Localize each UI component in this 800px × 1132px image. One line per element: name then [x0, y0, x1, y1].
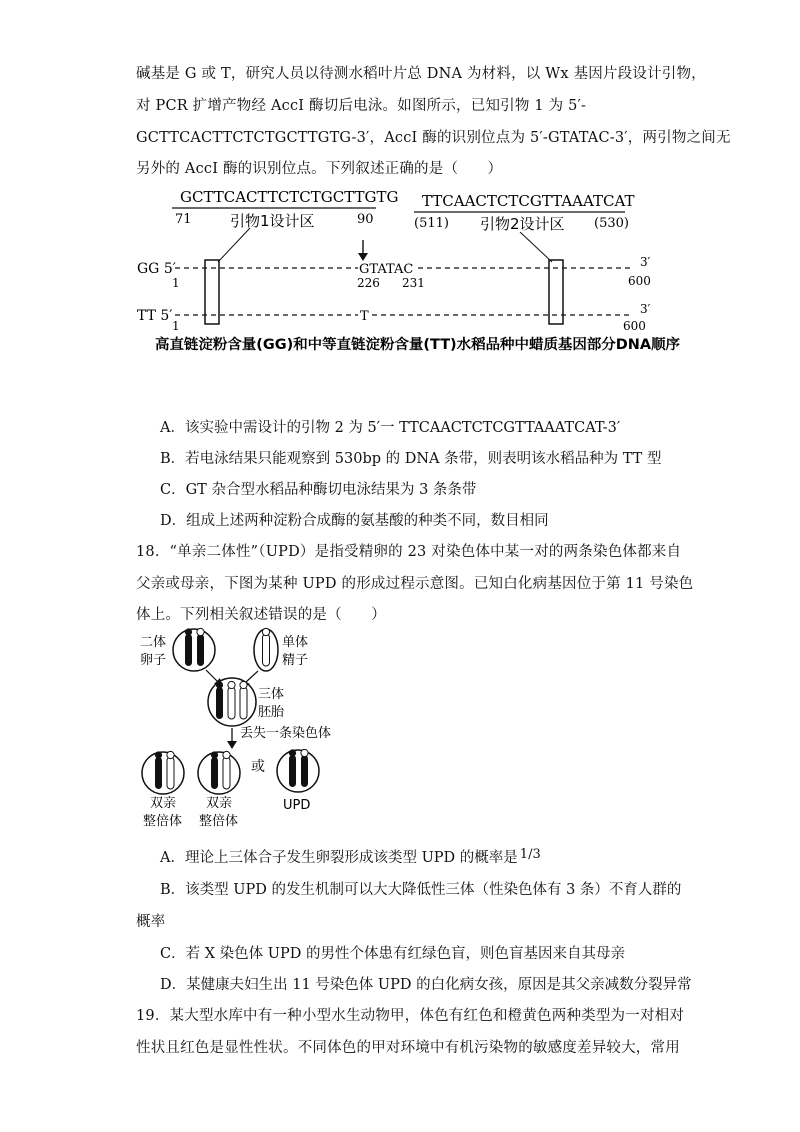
primer2-start-pos: (511) [414, 216, 449, 231]
loss-label: 丢失一条染色体 [240, 726, 332, 741]
biparental-2-label-2: 整倍体 [199, 814, 239, 829]
tt-strand-label: TT 5′ [137, 308, 173, 324]
primer1-start-pos: 71 [175, 212, 192, 227]
primer1-region-label: 引物1设计区 [230, 212, 315, 230]
biparental-cell-2 [198, 751, 240, 794]
primer2-end-pos: (530) [594, 216, 629, 231]
q18-option-c[interactable]: C．若 X 染色体 UPD 的男性个体患有红绿色盲，则色盲基因来自其母亲 [160, 946, 625, 962]
sperm-arrow [246, 671, 258, 682]
upd-cell [277, 749, 319, 792]
tt-pos-1: 1 [172, 319, 180, 333]
q17-option-d[interactable]: D．组成上述两种淀粉合成酶的氨基酸的种类不同，数目相同 [160, 513, 549, 529]
site-end-pos: 231 [402, 276, 425, 290]
haploid-sperm-cell [254, 628, 278, 671]
q17-option-a[interactable]: A．该实验中需设计的引物 2 为 5′一 TTCAACTCTCGTTAAATCAT-3′ [160, 420, 621, 436]
tt-base: T [360, 309, 369, 324]
haploid-sperm-label-2: 精子 [282, 653, 309, 668]
dna-figure-caption: 高直链淀粉含量(GG)和中等直链淀粉含量(TT)水稻品种中蜡质基因部分DNA顺序 [155, 337, 664, 353]
gg-pos-1: 1 [172, 276, 180, 290]
q18-option-a-text: A．理论上三体合子发生卵裂形成该类型 UPD 的概率是 [160, 850, 518, 866]
primer1-end-pos: 90 [357, 212, 374, 227]
tt-pos-600: 600 [623, 319, 646, 333]
biparental-2-label-1: 双亲 [206, 796, 233, 811]
biparental-1-label-1: 双亲 [150, 796, 177, 811]
biparental-1-label-2: 整倍体 [143, 814, 183, 829]
trisomy-label-1: 三体 [258, 687, 285, 702]
q18-stem-line-2: 父亲或母亲，下图为某种 UPD 的形成过程示意图。已知白化病基因位于第 11 号染色 [136, 576, 694, 592]
q19-stem-line-2: 性状且红色是显性性状。不同体色的甲对环境中有机污染物的敏感度差异较大，常用 [136, 1040, 680, 1056]
q18-option-d[interactable]: D．某健康夫妇生出 11 号染色体 UPD 的白化病女孩，原因是其父亲减数分裂异常 [160, 977, 692, 993]
q17-stem-line-1: 碱基是 G 或 T，研究人员以待测水稻叶片总 DNA 为材料，以 Wx 基因片段设计引物， [136, 66, 706, 82]
q18-option-b[interactable]: B．该类型 UPD 的发生机制可以大大降低性三体（性染色体有 3 条）不育人群的 [160, 882, 682, 898]
q18-option-a-fraction: 1/3 [519, 847, 541, 862]
q17-stem-line-2: 对 PCR 扩增产物经 AccⅠ 酶切后电泳。如图所示，已知引物 1 为 5′- [136, 98, 587, 114]
tt-3prime: 3′ [640, 302, 651, 316]
diploid-egg-label-2: 卵子 [140, 653, 167, 668]
primer2-region-label: 引物2设计区 [480, 215, 565, 233]
trisomy-label-2: 胚胎 [258, 705, 285, 720]
upd-label: UPD [283, 798, 311, 813]
diploid-egg-label-1: 二体 [140, 635, 167, 650]
or-label: 或 [251, 759, 265, 775]
gg-strand-label: GG 5′ [137, 261, 176, 277]
q17-option-b[interactable]: B．若电泳结果只能观察到 530bp 的 DNA 条带，则表明该水稻品种为 TT 型 [160, 451, 662, 467]
primer2-sequence: TTCAACTCTCGTTAAATCAT [422, 192, 635, 210]
diploid-egg-cell [173, 628, 215, 671]
q17-stem-line-3: GCTTCACTTCTCTGCTTGTG-3′，AccⅠ 酶的识别位点为 5′-GTATAC-3′，两引物之间无 [136, 130, 731, 146]
q18-option-a[interactable] [160, 846, 541, 867]
q17-stem-line-4: 另外的 AccⅠ 酶的识别位点。下列叙述正确的是（ ） [136, 161, 503, 177]
biparental-cell-1 [142, 751, 184, 794]
trisomy-embryo-cell [208, 678, 256, 726]
q19-stem-line-1: 19．某大型水库中有一种小型水生动物甲，体色有红色和橙黄色两种类型为一对相对 [136, 1008, 685, 1024]
q18-option-b-continued: 概率 [136, 914, 166, 930]
site-start-pos: 226 [357, 276, 380, 290]
gg-3prime: 3′ [640, 255, 651, 269]
gg-pos-600: 600 [628, 274, 651, 288]
primer1-sequence: GCTTCACTTCTCTGCTTGTG [180, 188, 399, 206]
haploid-sperm-label-1: 单体 [282, 635, 309, 650]
q17-option-c[interactable]: C．GT 杂合型水稻品种酶切电泳结果为 3 条条带 [160, 482, 477, 498]
q18-stem-line-3: 体上。下列相关叙述错误的是（ ） [136, 607, 386, 623]
egg-arrow [206, 670, 218, 682]
gg-cut-site-seq: GTATAC [359, 262, 414, 277]
q18-stem-line-1: 18．“单亲二体性”（UPD）是指受精卵的 23 对染色体中某一对的两条染色体都来自 [136, 544, 682, 560]
